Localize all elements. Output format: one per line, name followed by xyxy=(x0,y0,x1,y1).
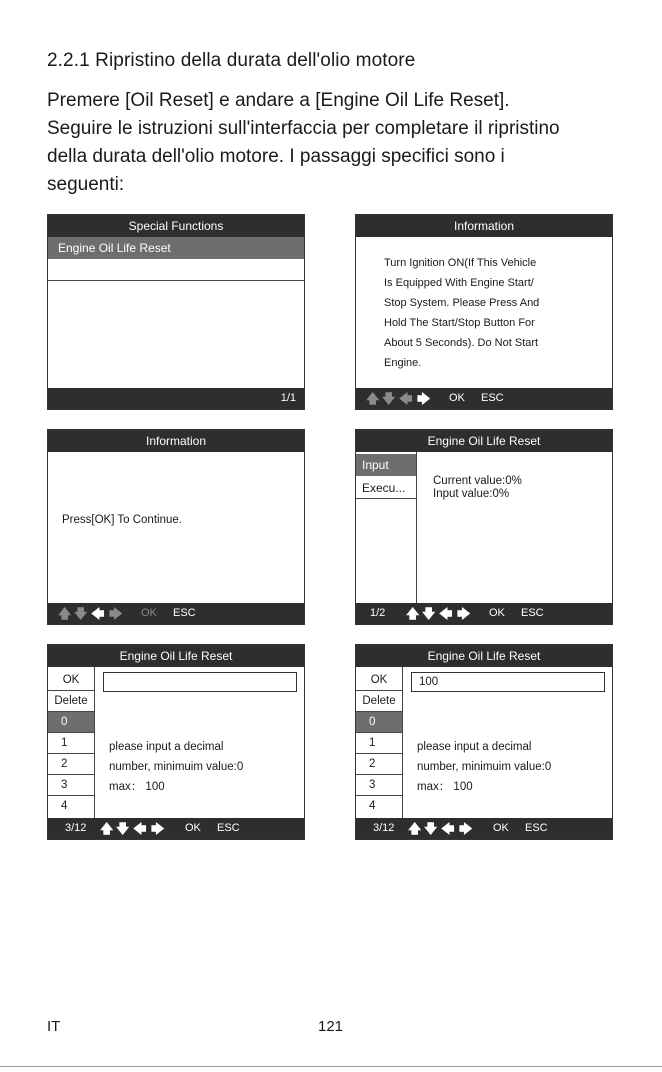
esc-button[interactable]: ESC xyxy=(525,822,548,834)
paragraph-line: Premere [Oil Reset] e andare a [Engine Oil Life Reset]. xyxy=(47,90,510,111)
function-list xyxy=(356,452,417,603)
key-ok[interactable]: OK xyxy=(356,670,402,691)
page-indicator: 3/12 xyxy=(65,822,87,834)
status-bar xyxy=(48,388,304,409)
keypad xyxy=(356,667,403,818)
hint-line: number, minimuim value:0 xyxy=(109,761,244,773)
down-arrow-icon[interactable]: 🡇 xyxy=(116,821,130,836)
ok-button[interactable]: OK xyxy=(449,392,465,404)
key-4[interactable]: 4 xyxy=(61,800,68,812)
instructions-paragraph xyxy=(47,87,617,199)
ok-button[interactable]: OK xyxy=(141,607,157,619)
down-arrow-icon[interactable]: 🡇 xyxy=(74,606,88,621)
information-continue-screen xyxy=(47,429,305,625)
down-arrow-icon[interactable]: 🡇 xyxy=(424,821,438,836)
paragraph-line: della durata dell'olio motore. I passaggi specifici sono i xyxy=(47,146,505,167)
info-line: Turn Ignition ON(If This Vehicle xyxy=(384,257,537,269)
value-input[interactable]: 100 xyxy=(411,672,605,692)
screen-title: Information xyxy=(356,215,612,237)
ok-button[interactable]: OK xyxy=(185,822,201,834)
menu-item-input[interactable]: Input xyxy=(356,454,416,476)
hint-line: max： 100 xyxy=(109,781,165,793)
keypad-filled-screen xyxy=(355,644,613,840)
key-delete[interactable]: Delete xyxy=(48,691,94,712)
left-arrow-icon[interactable]: 🡄 xyxy=(399,391,413,406)
paragraph-line: seguenti: xyxy=(47,174,125,195)
left-arrow-icon[interactable]: 🡄 xyxy=(91,606,105,621)
key-0[interactable]: 0 xyxy=(356,712,402,733)
input-value: Input value:0% xyxy=(433,488,510,500)
footer-divider xyxy=(0,1066,662,1067)
current-value: Current value:0% xyxy=(433,475,522,487)
info-line: Stop System. Please Press And xyxy=(384,297,540,309)
special-functions-screen xyxy=(47,214,305,410)
up-arrow-icon[interactable]: 🡅 xyxy=(100,821,114,836)
right-arrow-icon[interactable]: 🡆 xyxy=(417,391,431,406)
divider xyxy=(48,280,304,281)
keypad-empty-screen xyxy=(47,644,305,840)
key-3[interactable]: 3 xyxy=(356,775,402,796)
status-bar xyxy=(356,818,612,839)
page-indicator: 3/12 xyxy=(373,822,395,834)
page-indicator: 1/2 xyxy=(370,607,386,619)
key-1[interactable]: 1 xyxy=(356,733,402,754)
key-4[interactable]: 4 xyxy=(369,800,376,812)
value-readout xyxy=(433,475,522,501)
screen-title: Engine Oil Life Reset xyxy=(356,645,612,667)
value-input[interactable] xyxy=(103,672,297,692)
info-line: Hold The Start/Stop Button For xyxy=(384,317,535,329)
key-2[interactable]: 2 xyxy=(356,754,402,775)
paragraph-line: Seguire le istruzioni sull'interfaccia per completare il ripristino xyxy=(47,118,560,139)
status-bar xyxy=(356,388,612,409)
left-arrow-icon[interactable]: 🡄 xyxy=(133,821,147,836)
key-2[interactable]: 2 xyxy=(48,754,94,775)
esc-button[interactable]: ESC xyxy=(481,392,504,404)
status-bar xyxy=(356,603,612,624)
section-heading: 2.2.1 Ripristino della durata dell'olio motore xyxy=(47,50,416,71)
page-number: 121 xyxy=(318,1018,344,1035)
input-hint xyxy=(109,737,243,797)
left-arrow-icon[interactable]: 🡄 xyxy=(441,821,455,836)
left-arrow-icon[interactable]: 🡄 xyxy=(439,606,453,621)
keypad xyxy=(48,667,95,818)
right-arrow-icon[interactable]: 🡆 xyxy=(459,821,473,836)
right-arrow-icon[interactable]: 🡆 xyxy=(457,606,471,621)
right-arrow-icon[interactable]: 🡆 xyxy=(151,821,165,836)
right-arrow-icon[interactable]: 🡆 xyxy=(109,606,123,621)
status-bar xyxy=(48,603,304,624)
hint-line: number, minimuim value:0 xyxy=(417,761,552,773)
info-line: About 5 Seconds). Do Not Start xyxy=(384,337,539,349)
hint-line: please input a decimal xyxy=(109,741,224,753)
key-ok[interactable]: OK xyxy=(48,670,94,691)
up-arrow-icon[interactable]: 🡅 xyxy=(408,821,422,836)
status-bar xyxy=(48,818,304,839)
screen-title: Special Functions xyxy=(48,215,304,237)
screen-title: Engine Oil Life Reset xyxy=(356,430,612,452)
esc-button[interactable]: ESC xyxy=(217,822,240,834)
oil-life-reset-menu-screen xyxy=(355,429,613,625)
menu-item-engine-oil-life-reset[interactable]: Engine Oil Life Reset xyxy=(48,237,304,259)
info-message: Press[OK] To Continue. xyxy=(62,514,182,526)
menu-item-execute[interactable]: Execu... xyxy=(356,477,416,499)
screen-title: Information xyxy=(48,430,304,452)
input-hint xyxy=(417,737,551,797)
key-0[interactable]: 0 xyxy=(48,712,94,733)
esc-button[interactable]: ESC xyxy=(521,607,544,619)
info-line: Engine. xyxy=(384,357,422,369)
info-line: Is Equipped With Engine Start/ xyxy=(384,277,534,289)
hint-line: please input a decimal xyxy=(417,741,532,753)
info-message xyxy=(384,253,599,373)
up-arrow-icon[interactable]: 🡅 xyxy=(58,606,72,621)
esc-button[interactable]: ESC xyxy=(173,607,196,619)
information-ignition-screen xyxy=(355,214,613,410)
ok-button[interactable]: OK xyxy=(493,822,509,834)
key-delete[interactable]: Delete xyxy=(356,691,402,712)
screen-title: Engine Oil Life Reset xyxy=(48,645,304,667)
language-label: IT xyxy=(47,1018,61,1035)
up-arrow-icon[interactable]: 🡅 xyxy=(406,606,420,621)
hint-line: max： 100 xyxy=(417,781,473,793)
up-arrow-icon[interactable]: 🡅 xyxy=(366,391,380,406)
page-indicator: 1/1 xyxy=(280,392,296,404)
down-arrow-icon[interactable]: 🡇 xyxy=(382,391,396,406)
down-arrow-icon[interactable]: 🡇 xyxy=(422,606,436,621)
ok-button[interactable]: OK xyxy=(489,607,505,619)
key-3[interactable]: 3 xyxy=(48,775,94,796)
key-1[interactable]: 1 xyxy=(48,733,94,754)
